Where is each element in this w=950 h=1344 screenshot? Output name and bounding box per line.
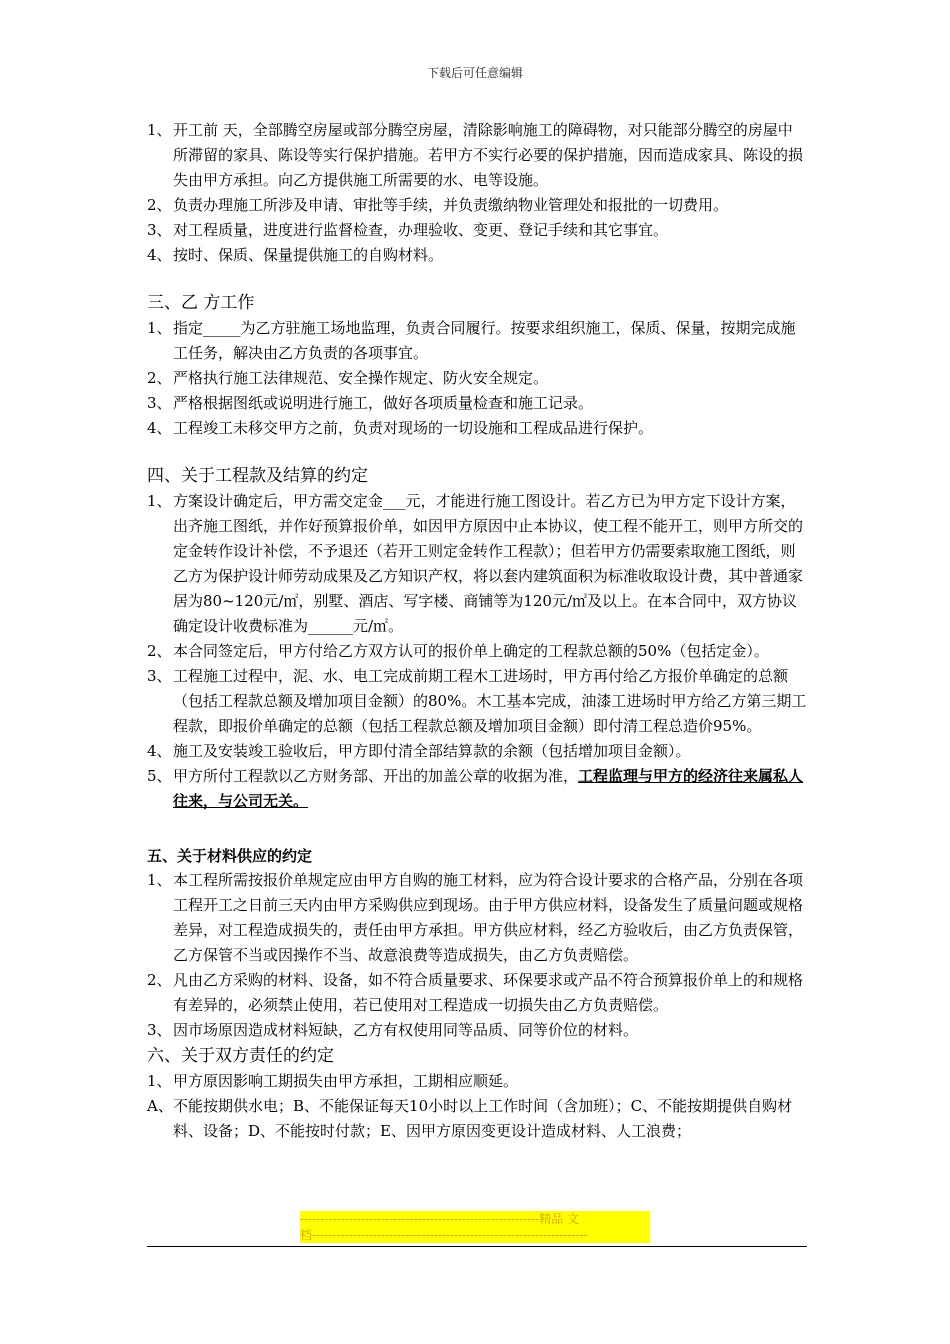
list-item: A、 不能按期供水电；B、不能保证每天10小时以上工作时间（含加班）；C、不能按期提供自购材料、设备；D、不能按时付款；E、因甲方原因变更设计造成材料、人工浪费； bbox=[147, 1097, 793, 1140]
list-item: 4、 按时、保质、保量提供施工的自购材料。 bbox=[147, 246, 444, 264]
list-item: 4、 工程竣工未移交甲方之前，负责对现场的一切设施和工程成品进行保护。 bbox=[147, 419, 654, 437]
page-header: 下载后可任意编辑 bbox=[426, 66, 523, 80]
section-jiafang-items bbox=[147, 118, 807, 268]
list-item: 1、 指定_____为乙方驻施工场地监理，负责合同履行。按要求组织施工，保质、保量，按期完成施工任务，解决由乙方负责的各项事宜。 bbox=[147, 319, 796, 362]
footer-watermark-line-1: -----------------------------------------------------------精品 文 bbox=[300, 1211, 650, 1227]
section-title-6: 六、关于双方责任的约定 bbox=[147, 1046, 334, 1066]
bold-disclaimer: 工程监理与甲方的经济往来属私人往来，与公司无关。 bbox=[173, 767, 804, 810]
list-item: 3、 对工程质量，进度进行监督检查，办理验收、变更、登记手续和其它事宜。 bbox=[147, 221, 669, 239]
list-item: 3、 因市场原因造成材料短缺，乙方有权使用同等品质、同等价位的材料。 bbox=[147, 1021, 639, 1039]
list-item: 2、 本合同签定后，甲方付给乙方双方认可的报价单上确定的工程款总额的50%（包括定金）。 bbox=[147, 642, 769, 660]
list-item: 2、 严格执行施工法律规范、安全操作规定、防火安全规定。 bbox=[147, 369, 549, 387]
section-title-3: 三、乙 方工作 bbox=[147, 293, 255, 313]
footer-watermark-line-2: 档-------------------------------------------------------------------- bbox=[300, 1227, 650, 1243]
list-item: 2、 凡由乙方采购的材料、设备，如不符合质量要求、环保要求或产品不符合预算报价单上的和规格有差异的，必须禁止使用，若已使用对工程造成一切损失由乙方负责赔偿。 bbox=[147, 971, 804, 1014]
document-body bbox=[147, 118, 807, 1144]
list-item: 2、 负责办理施工所涉及申请、审批等手续，并负责缴纳物业管理处和报批的一切费用。 bbox=[147, 196, 729, 214]
list-item: 3、 工程施工过程中，泥、水、电工完成前期工程木工进场时，甲方再付给乙方报价单确定的总额（包括工程款总额及增加项目金额）的80%。木工基本完成，油漆工进场时甲方给乙方第三期工程款，即报价单确定的总额（包括工程款总额及增加项目金额）即付清工程总造价95%。 bbox=[147, 667, 807, 735]
list-item: 1、 开工前 天，全部腾空房屋或部分腾空房屋，清除影响施工的障碍物，对只能部分腾空的房屋中所滞留的家具、陈设等实行保护措施。若甲方不实行必要的保护措施，因而造成家具、陈设的损失由甲方承担。向乙方提供施工所需要的水、电等设施。 bbox=[147, 121, 804, 189]
section-title-4: 四、关于工程款及结算的约定 bbox=[147, 466, 368, 486]
footer-divider bbox=[147, 1246, 807, 1247]
section-title-5: 五、关于材料供应的约定 bbox=[147, 847, 313, 865]
list-item: 1、 甲方原因影响工期损失由甲方承担，工期相应顺延。 bbox=[147, 1072, 519, 1090]
list-item: 1、 方案设计确定后，甲方需交定金___元，才能进行施工图设计。若乙方已为甲方定下设计方案，出齐施工图纸，并作好预算报价单，如因甲方原因中止本协议，使工程不能开工，则甲方所交的定金转作设计补偿，不予退还（若开工则定金转作工程款）；但若甲方仍需要索取施工图纸，则乙方为保护设计师劳动成果及乙方知识产权，将以套内建筑面积为标准收取设计费，其中普通家居为80~120元/㎡，别墅、酒店、写字楼、商铺等为120元/㎡及以上。在本合同中，双方协议确定设计收费标准为______元/㎡。 bbox=[147, 492, 804, 635]
list-item: 3、 严格根据图纸或说明进行施工，做好各项质量检查和施工记录。 bbox=[147, 394, 594, 412]
list-item: 4、 施工及安装竣工验收后，甲方即付清全部结算款的余额（包括增加项目金额）。 bbox=[147, 742, 691, 760]
list-item: 5、 甲方所付工程款以乙方财务部、开出的加盖公章的收据为准，工程监理与甲方的经济往来属私人往来，与公司无关。 bbox=[147, 767, 804, 810]
list-item: 1、 本工程所需按报价单规定应由甲方自购的施工材料，应为符合设计要求的合格产品，分别在各项工程开工之日前三天内由甲方采购供应到现场。由于甲方供应材料，设备发生了质量问题或规格差异，对工程造成损失的，责任由甲方承担。甲方供应材料，经乙方验收后，由乙方负责保管，乙方保管不当或因操作不当、故意浪费等造成损失，由乙方负责赔偿。 bbox=[147, 871, 804, 964]
